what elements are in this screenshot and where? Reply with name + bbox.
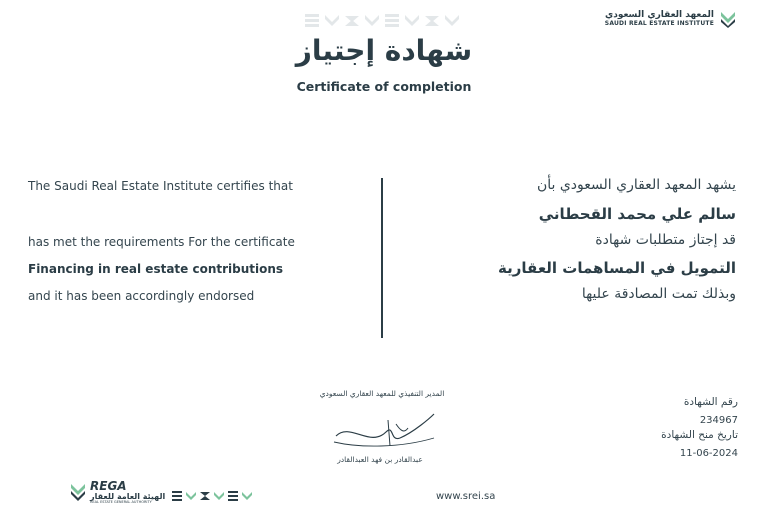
- english-course-name: Financing in real estate contributions: [28, 262, 284, 276]
- certificate-title-arabic: شهادة إجتياز: [295, 34, 473, 67]
- rega-arabic-name: الهيئة العامة للعقار: [90, 491, 166, 501]
- certificate-date-label: تاريخ منح الشهادة: [661, 429, 738, 441]
- english-line-certifies: The Saudi Real Estate Institute certifies that: [28, 179, 293, 193]
- srei-emblem-icon: [720, 10, 736, 28]
- center-divider: [381, 178, 383, 338]
- certificate-title-english: Certificate of completion: [296, 79, 472, 94]
- certificate-number-value: 234967: [699, 415, 738, 426]
- decorative-pattern-top: [305, 12, 465, 30]
- website-link[interactable]: www.srei.sa: [436, 491, 496, 502]
- arabic-line-requirements: قد إجتاز متطلبات شهادة: [595, 232, 736, 248]
- english-line-endorsed: and it has been accordingly endorsed: [28, 289, 255, 303]
- logo-arabic-text: المعهد العقاري السعودي: [604, 9, 714, 20]
- english-line-requirements: has met the requirements For the certificate: [28, 235, 295, 249]
- recipient-name-arabic: سالم علي محمد القحطاني: [538, 205, 736, 223]
- rega-title: REGA: [90, 479, 127, 493]
- certificate-date-value: 11-06-2024: [679, 448, 738, 459]
- arabic-line-endorsed: وبذلك تمت المصادقة عليها: [581, 286, 736, 302]
- rega-emblem-icon: [70, 483, 86, 501]
- arabic-course-name: التمويل في المساهمات العقارية: [498, 259, 736, 277]
- decorative-pattern-bottom: [172, 490, 258, 502]
- certificate-number-label: رقم الشهادة: [683, 396, 738, 408]
- logo-english-text: SAUDI REAL ESTATE INSTITUTE: [604, 19, 714, 27]
- signature-image: [330, 408, 440, 454]
- rega-logo: [70, 480, 165, 505]
- signatory-title: المدير التنفيذي للمعهد العقاري السعودي: [319, 389, 445, 398]
- signatory-name: عبدالقادر بن فهد العبدالقادر: [337, 455, 423, 464]
- arabic-line-certifies: يشهد المعهد العقاري السعودي بأن: [536, 177, 736, 193]
- srei-logo: [605, 10, 736, 28]
- rega-english-name: REAL ESTATE GENERAL AUTHORITY: [90, 499, 152, 504]
